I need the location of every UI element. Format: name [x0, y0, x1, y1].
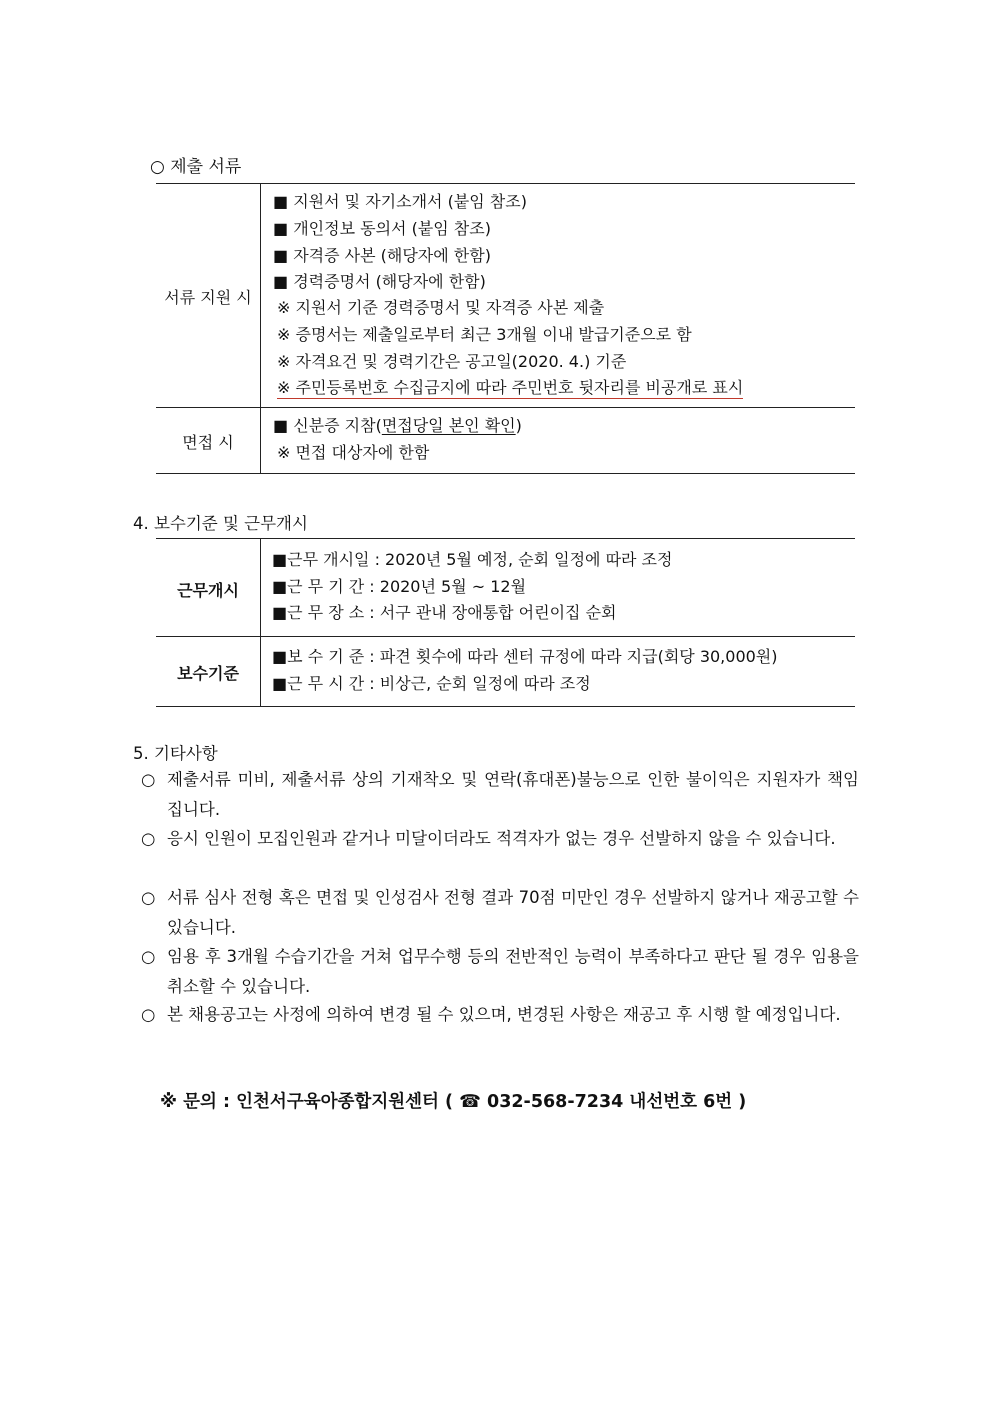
etc-item-text: 제출서류 미비, 제출서류 상의 기재착오 및 연락(휴대폰)불능으로 인한 불이익은 지원자가 책임집니다.: [167, 770, 859, 819]
submit-row1-line: ■ 개인정보 동의서 (붙임 참조): [273, 219, 491, 238]
submit-row2-label: 면접 시: [182, 433, 234, 452]
submit-row1-note-wrap: [277, 378, 743, 398]
submit-row1-line: ■ 지원서 및 자기소개서 (붙임 참조): [273, 192, 527, 211]
pay-row1-line: ■근 무 기 간 : 2020년 5월 ~ 12월: [272, 577, 527, 596]
submit-row1-label: 서류 지원 시: [164, 288, 252, 307]
circle-bullet-icon: ○: [141, 947, 156, 966]
etc-item: [141, 1000, 859, 1030]
etc-item-text: 서류 심사 전형 혹은 면접 및 인성검사 전형 결과 70점 미만인 경우 선발하지 않거나 재공고할 수 있습니다.: [167, 888, 859, 937]
pay-row1-line: ■근 무 장 소 : 서구 관내 장애통합 어린이집 순회: [272, 603, 617, 622]
submit-row2-underlined: 면접당일 본인 확인: [381, 416, 516, 435]
circle-bullet-icon: ○: [141, 770, 156, 789]
circle-bullet-icon: ○: [141, 1005, 156, 1024]
submit-row1-note-red: ※ 주민등록번호 수집금지에 따라 주민번호 뒷자리를 비공개로 표시: [277, 378, 744, 397]
pay-heading: 4. 보수기준 및 근무개시: [133, 514, 308, 533]
submit-row2-line2: ※ 면접 대상자에 한함: [277, 443, 430, 462]
submit-row1-note: ※ 자격요건 및 경력기간은 공고일(2020. 4.) 기준: [277, 352, 627, 371]
pay-row2-line: ■보 수 기 준 : 파견 횟수에 따라 센터 규정에 따라 지급(회당 30,000원): [272, 647, 778, 666]
submit-row1-line: ■ 경력증명서 (해당자에 한함): [273, 272, 486, 291]
etc-item: [141, 765, 859, 824]
submit-row2-suffix: ): [515, 416, 522, 435]
pay-row2-label: 보수기준: [177, 664, 239, 683]
etc-item-text: 본 채용공고는 사정에 의하여 변경 될 수 있으며, 변경된 사항은 재공고 후 시행 할 예정입니다.: [167, 1005, 841, 1024]
circle-bullet-icon: ○: [141, 829, 156, 848]
etc-item: [141, 824, 859, 854]
pay-row2-line: ■근 무 시 간 : 비상근, 순회 일정에 따라 조정: [272, 674, 591, 693]
submit-row2-prefix: ■ 신분증 지참(: [273, 416, 382, 435]
submit-heading: ○ 제출 서류: [150, 157, 242, 177]
submit-row1-line: ■ 자격증 사본 (해당자에 한함): [273, 246, 491, 265]
etc-item: [141, 883, 859, 942]
etc-heading: 5. 기타사항: [133, 744, 218, 763]
pay-row1-line: ■근무 개시일 : 2020년 5월 예정, 순회 일정에 따라 조정: [272, 550, 673, 569]
etc-item-text: 임용 후 3개월 수습기간을 거쳐 업무수행 등의 전반적인 능력이 부족하다고 판단 될 경우 임용을 취소할 수 있습니다.: [167, 947, 859, 996]
circle-bullet-icon: ○: [141, 888, 156, 907]
etc-item: [141, 942, 859, 1001]
submit-row1-note: ※ 지원서 기준 경력증명서 및 자격증 사본 제출: [277, 298, 605, 317]
submit-row1-note: ※ 증명서는 제출일로부터 최근 3개월 이내 발급기준으로 함: [277, 325, 692, 344]
contact-info: ※ 문의 : 인천서구육아종합지원센터 ( ☎ 032-568-7234 내선번호 6번 ): [160, 1092, 747, 1112]
submit-row2-line1: [273, 416, 522, 436]
pay-row1-label: 근무개시: [177, 581, 239, 600]
etc-item-text: 응시 인원이 모집인원과 같거나 미달이더라도 적격자가 없는 경우 선발하지 않을 수 있습니다.: [167, 829, 836, 848]
